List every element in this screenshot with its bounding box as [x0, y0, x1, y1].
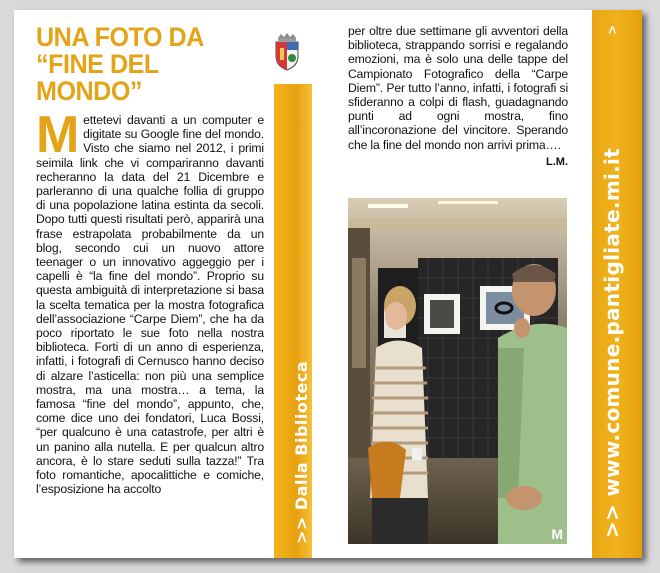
author-signature: L.M. — [546, 155, 568, 168]
section-band-label: >> Dalla Biblioteca — [292, 360, 311, 544]
article-left-column — [36, 24, 264, 496]
article-body-right: per oltre due settimane gli avventori della biblioteca, strappando sorrisi e regalando emozioni, ma è solo una delle tappe del Campionato Fotografico della “Carpe Diem”. Per tutto l’anno, infatti, i fotografi si sfideranno a colpi di flash, guadagnando punti ad ogni mostra, fino all’incoronazione del vincitore. Sperando che la fine del mondo non arrivi prima…. — [348, 24, 568, 152]
photo-corner-mark: M — [551, 526, 563, 542]
title-line-2: “FINE DEL MONDO” — [36, 49, 159, 106]
body-left-text: ettetevi davanti a un computer e digitate su Google fine del mondo. Visto che siamo nel 2012, i primi seimila link che vi compariranno davanti recheranno la data del 21 Dicembre e parleranno di una qualche follia di gruppo di una popolazione latina estinta da secoli. Dopo tutti questi risultati però, apparirà una frase estrapolata probabilmente da un blog, secondo cui un nuovo attore teenager o un innovativo aggeggio per i capelli è “la fine del mondo”. Proprio su questa ambiguità di interpretazione si basa la scelta tematica per la mostra fotografica dell’associazione “Carpe Diem”, che ha da poco riportato le sue foto nella nostra biblioteca. Forti di un anno di esperienza, infatti, i fotografi di Cernusco hanno deciso di alzare l’asticella: non più una semplice mostra, ma una mostra… a tema, la famosa “fine del mondo”, appunto, che, come dice uno dei fondatori, Luca Bossi, “per qualcuno è una catastrofe, per altri è un panino alla nutella. E per qualcun altro ancora, è lo stare seduti sulla tazza!” Tra foto romantiche, apocalittiche e comiche, l’esposizione ha accolto — [36, 113, 264, 497]
band-arrow: > — [604, 25, 621, 35]
section-band — [274, 84, 312, 558]
article-title — [36, 24, 264, 105]
article-right-column — [348, 24, 568, 168]
title-line-1: UNA FOTO DA — [36, 22, 204, 52]
drop-cap: M — [36, 106, 80, 164]
magazine-page — [14, 10, 642, 558]
website-band — [592, 10, 642, 558]
website-url[interactable]: >> www.comune.pantigliate.mi.it — [600, 147, 624, 538]
photo-illustration — [348, 198, 567, 544]
exhibition-photo — [348, 198, 567, 544]
municipal-crest-icon — [272, 32, 302, 72]
article-body-left — [36, 106, 264, 497]
